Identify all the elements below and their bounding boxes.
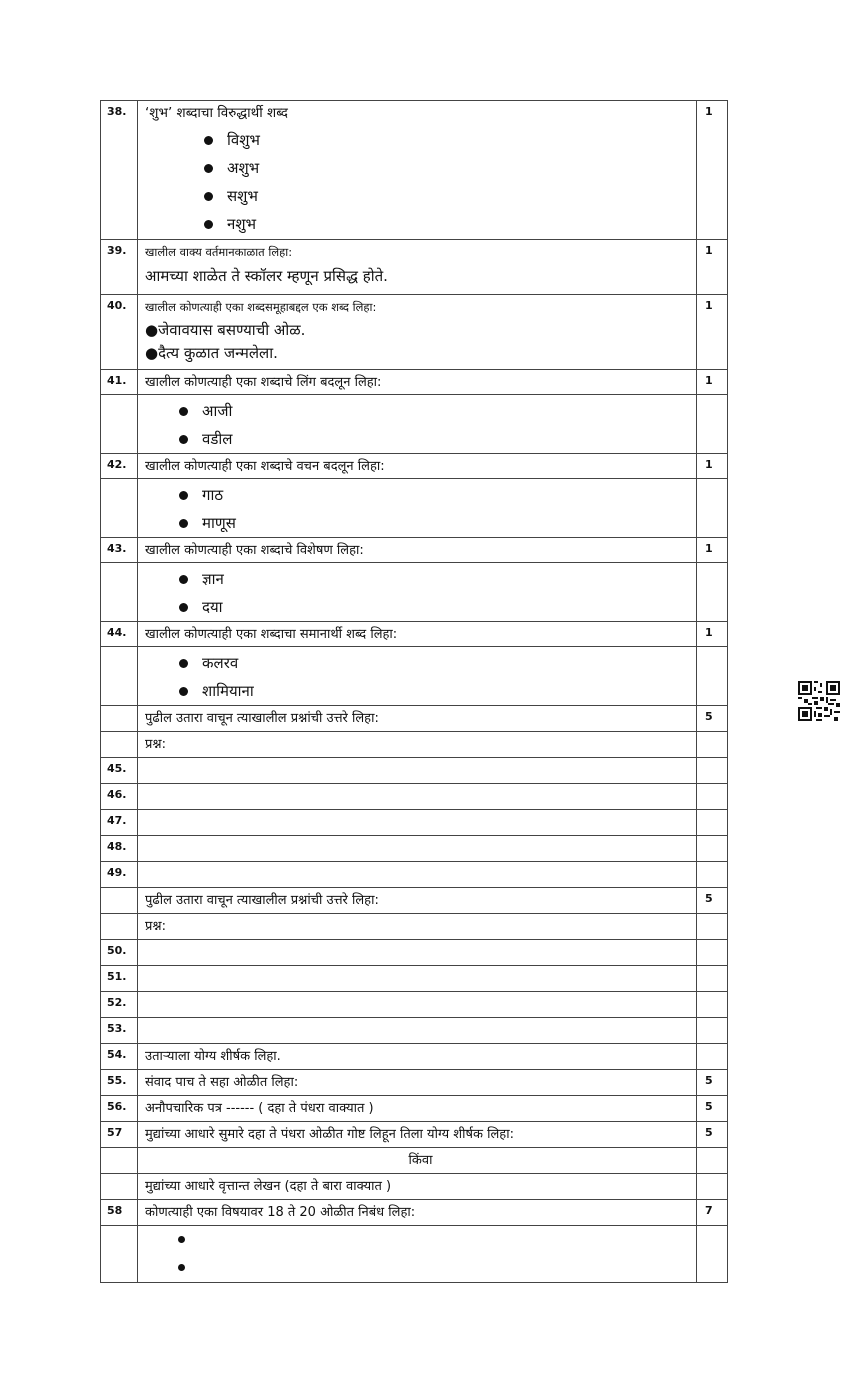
marks-cell: 5 [697,1070,728,1096]
bullet-icon [178,1264,185,1271]
question-text: खालील कोणत्याही एका शब्दाचे विशेषण लिहा: [138,538,697,563]
options-list [145,126,696,238]
question-table [100,100,728,1283]
passage-row-2 [101,888,728,914]
bullet-icon [179,491,188,500]
marks-cell: 1 [697,295,728,370]
option-item: सशुभ [145,182,696,210]
sentence-text: आमच्या शाळेत ते स्कॉलर म्हणून प्रसिद्ध होते. [145,267,388,285]
question-text: कोणत्याही एका विषयावर 18 ते 20 ओळीत निबंध लिहा: [138,1200,697,1226]
question-number: 46. [101,784,138,810]
question-number: 57 [101,1122,138,1148]
qr-code-icon [798,681,840,721]
question-text: खालील कोणत्याही एका शब्दाचे लिंग बदलून लिहा: [138,370,697,395]
passage-instruction: पुढील उतारा वाचून त्याखालील प्रश्नांची उत्तरे लिहा: [138,888,697,914]
question-number: 45. [101,758,138,784]
question-number: 40. [101,295,138,370]
question-text: ‘शुभ’ शब्दाचा विरुद्धार्थी शब्द [145,105,288,121]
options-row-58 [101,1226,728,1283]
bullet-icon [204,220,213,229]
question-row-58 [101,1200,728,1226]
question-row-38 [101,101,728,240]
option-item: शामियाना [145,677,696,705]
question-text: खालील कोणत्याही एका शब्दाचे वचन बदलून लिहा: [138,454,697,479]
passage-instruction: पुढील उतारा वाचून त्याखालील प्रश्नांची उत्तरे लिहा: [138,706,697,732]
phrase-item: ●जेवावयास बसण्याची ओळ. [145,321,306,339]
question-text: उताऱ्याला योग्य शीर्षक लिहा. [138,1044,697,1070]
question-number: 54. [101,1044,138,1070]
marks-cell: 1 [697,240,728,295]
option-item: दया [145,593,696,621]
question-text: मुद्यांच्या आधारे सुमारे दहा ते पंधरा ओळीत गोष्ट लिहून तिला योग्य शीर्षक लिहा: [138,1122,697,1148]
questions-label-row-1 [101,732,728,758]
or-row-57 [101,1148,728,1174]
marks-cell: 5 [697,1096,728,1122]
question-number: 42. [101,454,138,479]
option-item: नशुभ [145,210,696,238]
options-row-44 [101,647,728,706]
options-row-43 [101,563,728,622]
bullet-icon [204,164,213,173]
marks-cell: 1 [697,370,728,395]
option-item: माणूस [145,509,696,537]
question-number: 55. [101,1070,138,1096]
topic-item [145,1254,696,1282]
question-number: 51. [101,966,138,992]
question-row-41 [101,370,728,395]
question-row-57 [101,1122,728,1148]
question-number: 53. [101,1018,138,1044]
question-number: 56. [101,1096,138,1122]
blank-row-53 [101,1018,728,1044]
bullet-icon [204,136,213,145]
options-row-42 [101,479,728,538]
question-row-44 [101,622,728,647]
blank-row-48 [101,836,728,862]
topic-list [145,1226,696,1282]
passage-row-1 [101,706,728,732]
question-number: 47. [101,810,138,836]
question-text: संवाद पाच ते सहा ओळीत लिहा: [138,1070,697,1096]
marks-cell: 7 [697,1200,728,1226]
question-text: खालील कोणत्याही एका शब्दसमूहाबद्दल एक शब्द लिहा: [145,300,377,314]
alternate-question-text: मुद्यांच्या आधारे वृत्तान्त लेखन (दहा ते बारा वाक्यात ) [138,1174,697,1200]
marks-cell: 1 [697,454,728,479]
phrase-item: ●दैत्य कुळात जन्मलेला. [145,344,278,362]
marks-cell: 5 [697,888,728,914]
question-text: खालील वाक्य वर्तमानकाळात लिहा: [145,245,293,259]
marks-cell: 5 [697,706,728,732]
question-number: 39. [101,240,138,295]
option-item: ज्ञान [145,565,696,593]
bullet-icon [178,1236,185,1243]
bullet-icon [179,435,188,444]
blank-row-49 [101,862,728,888]
marks-cell: 1 [697,101,728,240]
option-item: अशुभ [145,154,696,182]
question-row-40 [101,295,728,370]
bullet-icon [179,407,188,416]
question-number: 48. [101,836,138,862]
question-number: 43. [101,538,138,563]
option-item: आजी [145,397,696,425]
or-label: किंवा [138,1148,697,1174]
questions-label-row-2 [101,914,728,940]
question-text: अनौपचारिक पत्र ------ ( दहा ते पंधरा वाक्यात ) [138,1096,697,1122]
marks-cell: 1 [697,538,728,563]
option-item: वडील [145,425,696,453]
options-row-41 [101,395,728,454]
bullet-icon [179,659,188,668]
blank-row-46 [101,784,728,810]
marks-cell: 1 [697,622,728,647]
blank-row-52 [101,992,728,1018]
question-number: 50. [101,940,138,966]
question-row-43 [101,538,728,563]
question-row-54 [101,1044,728,1070]
question-number: 52. [101,992,138,1018]
question-row-42 [101,454,728,479]
question-number: 58 [101,1200,138,1226]
bullet-icon [179,603,188,612]
alt-row-57 [101,1174,728,1200]
bullet-icon [204,192,213,201]
question-text: खालील कोणत्याही एका शब्दाचा समानार्थी शब्द लिहा: [138,622,697,647]
blank-row-47 [101,810,728,836]
bullet-icon [179,519,188,528]
question-number: 41. [101,370,138,395]
option-item: गाठ [145,481,696,509]
questions-label: प्रश्न: [138,732,697,758]
option-item: कलरव [145,649,696,677]
question-number: 44. [101,622,138,647]
blank-row-45 [101,758,728,784]
blank-row-51 [101,966,728,992]
marks-cell: 5 [697,1122,728,1148]
bullet-icon [179,687,188,696]
blank-row-50 [101,940,728,966]
options-list [145,397,696,453]
question-number: 38. [101,101,138,240]
question-number: 49. [101,862,138,888]
option-item: विशुभ [145,126,696,154]
question-row-56 [101,1096,728,1122]
question-row-55 [101,1070,728,1096]
topic-item [145,1226,696,1254]
questions-label: प्रश्न: [138,914,697,940]
options-list [145,649,696,705]
question-row-39 [101,240,728,295]
options-list [145,565,696,621]
bullet-icon [179,575,188,584]
options-list [145,481,696,537]
